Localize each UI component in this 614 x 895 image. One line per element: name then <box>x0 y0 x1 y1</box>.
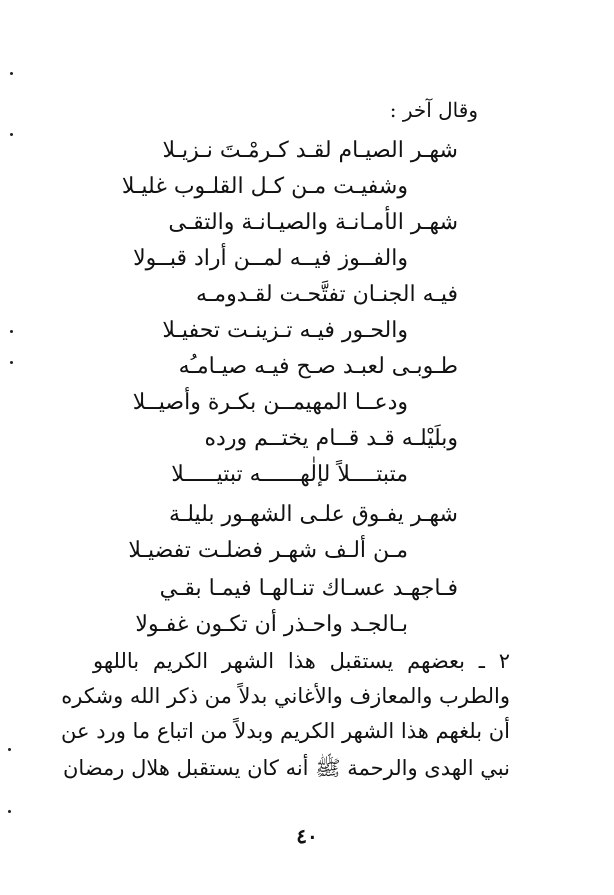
verse-line: بـالجـد واحـذر أن تكـون غفـولا <box>135 612 408 637</box>
page-number: ٤٠ <box>296 824 318 848</box>
verse-line: مـن ألـف شهـر فضلـت تفضيـلا <box>128 538 408 563</box>
verse-line: ودعــا المهيمــن بكـرة وأصيــلا <box>132 390 408 415</box>
verse-line: طـوبـى لعبـد صـح فيـه صيـامـُه <box>178 354 458 379</box>
paragraph-line: أن بلغهم هذا الشهر الكريم وبدلاً من اتباع ما ورد عن <box>61 719 510 743</box>
paragraph-line: والطرب والمعازف والأغاني بدلاً من ذكر الله وشكره <box>61 684 510 708</box>
verse-line: متبتــــلاً لإلٰهــــــه تبتيـــــلا <box>171 462 408 487</box>
verse-line: فـاجهـد عسـاك تنـالهـا فيمـا بقـي <box>159 576 458 601</box>
verse-line: شهـر يفـوق علـى الشهـور بليلـة <box>168 502 458 527</box>
verse-line: وشفيـت مـن كـل القلـوب غليـلا <box>121 174 408 199</box>
margin-dot <box>10 72 13 75</box>
margin-dot <box>10 133 13 136</box>
margin-dot <box>8 748 11 751</box>
verse-line: والحـور فيـه تـزينـت تحفيـلا <box>162 318 408 343</box>
verse-line: فيـه الجنـان تفتَّحـت لقـدومـه <box>196 282 458 307</box>
margin-dot <box>10 330 13 333</box>
verse-line: شهـر الأمـانـة والصيـانـة والتقـى <box>168 210 458 235</box>
paragraph-line: ٢ ـ بعضهم يستقبل هذا الشهر الكريم باللهو <box>93 649 510 673</box>
poem-intro: وقال آخر : <box>389 98 478 122</box>
verse-line: شهـر الصيـام لقـد كـرمْـتَ نـزيـلا <box>162 138 458 163</box>
paragraph-line: نبي الهدى والرحمة ﷺ أنه كان يستقبل هلال رمضان <box>63 756 510 780</box>
margin-dot <box>10 361 13 364</box>
verse-line: والفــوز فيــه لمــن أراد قبــولا <box>133 246 408 271</box>
margin-dot <box>8 810 11 813</box>
verse-line: وبلَيْلـه قـد قــام يختــم ورده <box>204 426 458 451</box>
